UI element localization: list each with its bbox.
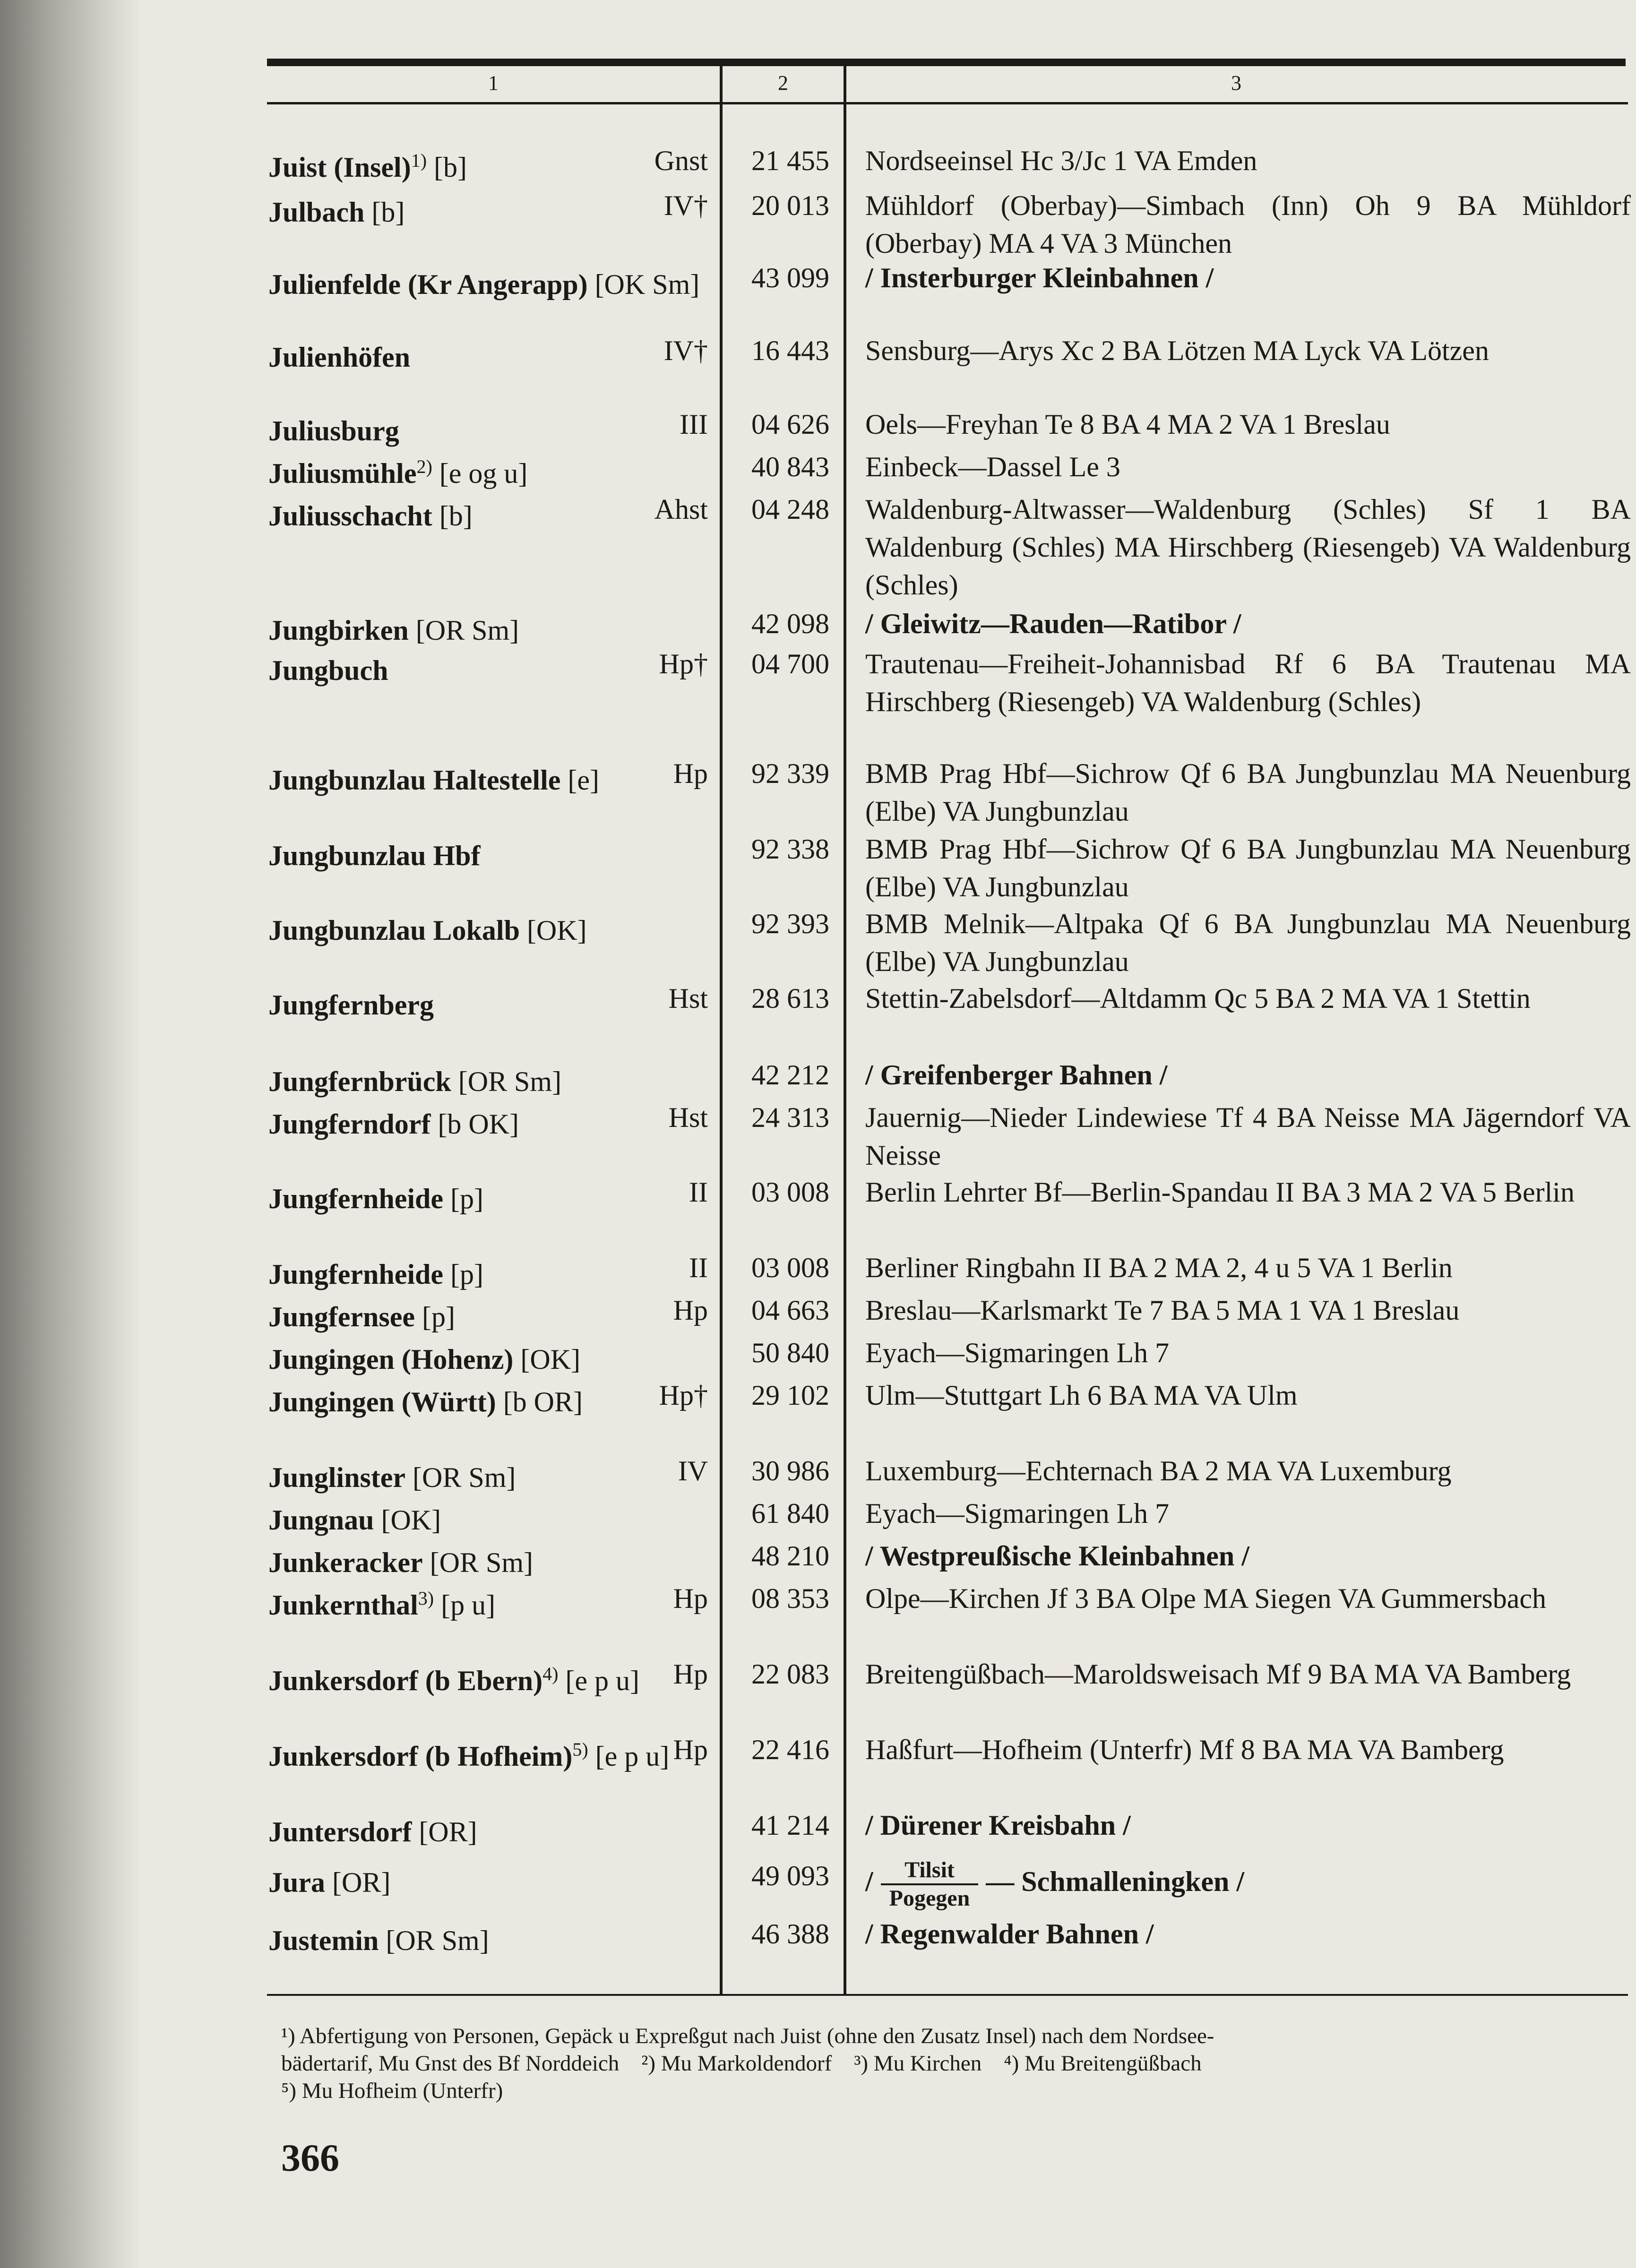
station-name: Junkersdorf (b Ebern) [268, 1665, 543, 1696]
station-number: 24 313 [751, 1102, 829, 1133]
station-name: Junglinster [268, 1462, 406, 1493]
station-number: 04 626 [751, 409, 829, 440]
station-name-cell [268, 1731, 713, 1775]
route-description: / Dürener Kreisbahn / [865, 1810, 1131, 1841]
station-number: 43 099 [751, 262, 829, 293]
route-description: Einbeck—Dassel Le 3 [865, 451, 1120, 482]
route-description: / Regenwalder Bahnen / [865, 1918, 1154, 1950]
station-name: Jungnau [268, 1504, 374, 1536]
station-category: Ahst [654, 494, 708, 525]
station-number: 22 416 [751, 1734, 829, 1765]
station-category: Hp [673, 1295, 708, 1326]
station-name: Juliusburg [268, 415, 399, 447]
route-description: Breslau—Karlsmarkt Te 7 BA 5 MA 1 VA 1 Breslau [865, 1295, 1460, 1326]
header-rule [267, 102, 1628, 104]
station-number: 92 338 [751, 833, 829, 865]
footnote-line: bädertarif, Mu Gnst des Bf Norddeich ²) Mu Markoldendorf ³) Mu Kirchen ⁴) Mu Breitengüßbach [281, 2051, 1202, 2076]
station-number: 61 840 [751, 1498, 829, 1529]
fraction-suffix: — Schmalleningken / [986, 1865, 1245, 1897]
station-name-cell [268, 1291, 713, 1336]
station-number: 40 843 [751, 451, 829, 482]
footnote-line: ⁵) Mu Hofheim (Unterfr) [281, 2079, 503, 2103]
route-description: Eyach—Sigmaringen Lh 7 [865, 1337, 1170, 1368]
route-description: / Westpreußische Kleinbahnen / [865, 1540, 1249, 1572]
station-number: 92 339 [751, 758, 829, 789]
route-description [865, 1857, 1631, 1912]
station-number: 30 986 [751, 1455, 829, 1486]
station-category: Hp [673, 758, 708, 789]
station-category: II [689, 1252, 708, 1283]
station-number: 22 083 [751, 1658, 829, 1690]
station-name: Julienhöfen [268, 342, 411, 373]
station-category: III [680, 409, 708, 440]
top-rule [267, 59, 1626, 66]
station-flags: [OR Sm] [408, 615, 519, 646]
station-flags: [OR Sm] [451, 1066, 562, 1097]
station-name-cell [268, 645, 713, 689]
station-number: 29 102 [751, 1380, 829, 1411]
route-description: Ulm—Stuttgart Lh 6 BA MA VA Ulm [865, 1380, 1298, 1411]
route-description: BMB Prag Hbf—Sichrow Qf 6 BA Jungbunzlau MA Neuenburg (Elbe) VA Jungbunzlau [865, 758, 1631, 827]
route-description: Eyach—Sigmaringen Lh 7 [865, 1498, 1170, 1529]
station-name-cell [268, 1099, 713, 1143]
station-flags: [e og u] [432, 458, 528, 489]
station-name-cell [268, 259, 713, 303]
station-flags: [p] [414, 1301, 455, 1332]
station-name-cell [268, 905, 713, 949]
footnote-marker: 1) [411, 150, 427, 171]
station-number: 42 098 [751, 608, 829, 639]
station-name-cell [268, 448, 713, 492]
footnotes [281, 2022, 1633, 2105]
route-description: Oels—Freyhan Te 8 BA 4 MA 2 VA 1 Breslau [865, 409, 1390, 440]
station-category: Hp† [659, 648, 708, 679]
station-flags: [e] [560, 765, 599, 796]
route-description: Trautenau—Freiheit-Johannisbad Rf 6 BA Trautenau MA Hirschberg (Riesengeb) VA Waldenburg (Schles) [865, 648, 1631, 717]
route-description: / Insterburger Kleinbahnen / [865, 262, 1214, 293]
station-name: Juliusmühle [268, 458, 417, 489]
route-description: Luxemburg—Echternach BA 2 MA VA Luxemburg [865, 1455, 1452, 1486]
station-category: Gnst [654, 145, 708, 176]
station-name: Junkeracker [268, 1547, 423, 1578]
station-flags: [b OK] [431, 1108, 519, 1140]
station-name-cell [268, 1376, 713, 1421]
station-name-cell [268, 332, 713, 376]
station-name-cell [268, 490, 713, 535]
station-name: Jungfernbrück [268, 1066, 451, 1097]
station-name-cell [268, 187, 713, 231]
station-number: 21 455 [751, 145, 829, 176]
column-header-3: 3 [1231, 71, 1241, 94]
route-description: BMB Melnik—Altpaka Qf 6 BA Jungbunzlau MA Neuenburg (Elbe) VA Jungbunzlau [865, 908, 1631, 977]
station-category: II [689, 1177, 708, 1208]
station-name: Junkernthal [268, 1589, 418, 1621]
station-number: 49 093 [751, 1860, 829, 1891]
station-category: IV [678, 1455, 708, 1486]
station-name: Jungbirken [268, 615, 409, 646]
station-name: Jungingen (Hohenz) [268, 1344, 514, 1375]
route-description: Nordseeinsel Hc 3/Jc 1 VA Emden [865, 145, 1257, 176]
station-name-cell [268, 405, 713, 450]
station-number: 48 210 [751, 1540, 829, 1572]
footnote-marker: 2) [416, 456, 432, 477]
station-name-cell [268, 979, 713, 1024]
station-flags: [e p u] [558, 1665, 639, 1696]
bottom-rule [267, 1994, 1628, 1996]
route-description: / Greifenberger Bahnen / [865, 1059, 1168, 1091]
station-number: 04 663 [751, 1295, 829, 1326]
station-name: Jungbunzlau Haltestelle [268, 765, 561, 796]
station-number: 03 008 [751, 1177, 829, 1208]
station-category: Hst [668, 1102, 708, 1133]
station-number: 42 212 [751, 1059, 829, 1091]
station-flags: [OK] [513, 1344, 581, 1375]
station-flags: [b] [364, 197, 405, 228]
station-category: Hp [673, 1734, 708, 1765]
station-name-cell [268, 1915, 713, 1959]
fraction-top: Tilsit [881, 1857, 979, 1885]
station-name: Jungingen (Württ) [268, 1386, 496, 1418]
station-number: 28 613 [751, 983, 829, 1014]
station-number: 20 013 [751, 190, 829, 221]
station-name: Julbach [268, 197, 365, 228]
column-divider-2 [844, 66, 846, 1994]
station-name: Jungfernberg [268, 989, 434, 1021]
station-name: Juntersdorf [268, 1816, 412, 1847]
station-name: Jungbunzlau Hbf [268, 840, 481, 871]
station-name: Jungfernheide [268, 1259, 444, 1290]
route-description: Haßfurt—Hofheim (Unterfr) Mf 8 BA MA VA Bamberg [865, 1734, 1504, 1765]
column-header-1: 1 [488, 71, 499, 94]
route-description: Sensburg—Arys Xc 2 BA Lötzen MA Lyck VA Lötzen [865, 335, 1489, 366]
route-description: Stettin-Zabelsdorf—Altdamm Qc 5 BA 2 MA VA 1 Stettin [865, 983, 1531, 1014]
station-number: 46 388 [751, 1918, 829, 1950]
station-flags: [p u] [434, 1589, 496, 1621]
station-name: Jungbunzlau Lokalb [268, 915, 520, 946]
footnote-marker: 3) [418, 1588, 434, 1609]
station-name-cell [268, 1495, 713, 1539]
page-number: 366 [281, 2136, 339, 2179]
station-name-cell [268, 605, 713, 649]
station-name: Jungfernheide [268, 1183, 444, 1214]
route-description: BMB Prag Hbf—Sichrow Qf 6 BA Jungbunzlau MA Neuenburg (Elbe) VA Jungbunzlau [865, 833, 1631, 902]
station-name: Julienfelde (Kr Angerapp) [268, 269, 588, 300]
station-flags: [OK] [519, 915, 587, 946]
station-category: Hp† [659, 1380, 708, 1411]
station-name-cell [268, 1655, 713, 1700]
station-name: Jungfernsee [268, 1301, 415, 1332]
station-name: Jungbuch [268, 655, 388, 686]
station-flags: [OR] [325, 1867, 391, 1898]
station-flags: [e p u] [588, 1741, 670, 1772]
route-description: Berlin Lehrter Bf—Berlin-Spandau II BA 3 MA 2 VA 5 Berlin [865, 1177, 1575, 1208]
station-name-cell [268, 1249, 713, 1293]
station-category: Hst [668, 983, 708, 1014]
station-name: Juist (Insel) [268, 152, 411, 183]
station-name-cell [268, 1452, 713, 1496]
route-description: / Gleiwitz—Rauden—Ratibor / [865, 608, 1241, 639]
route-description: Jauernig—Nieder Lindewiese Tf 4 BA Neisse MA Jägerndorf VA Neisse [865, 1102, 1631, 1171]
station-flags: [OK Sm] [587, 269, 700, 300]
station-name: Juliusschacht [268, 500, 432, 532]
station-number: 50 840 [751, 1337, 829, 1368]
station-name-cell [268, 1580, 713, 1624]
station-name-cell [268, 830, 713, 875]
route-description: Waldenburg-Altwasser—Waldenburg (Schles) Sf 1 BA Waldenburg (Schles) MA Hirschberg (Riesengeb) VA Waldenburg (Schles) [865, 494, 1631, 601]
station-name-cell [268, 1537, 713, 1581]
station-name-cell [268, 1173, 713, 1218]
route-description: Breitengüßbach—Maroldsweisach Mf 9 BA MA VA Bamberg [865, 1658, 1571, 1690]
station-number: 92 393 [751, 908, 829, 939]
route-description: Olpe—Kirchen Jf 3 BA Olpe MA Siegen VA Gummersbach [865, 1583, 1546, 1614]
station-flags: [OR Sm] [405, 1462, 516, 1493]
station-flags: [p] [443, 1183, 483, 1214]
route-fraction [881, 1857, 979, 1912]
station-number: 03 008 [751, 1252, 829, 1283]
fraction-bottom: Pogegen [889, 1886, 970, 1911]
station-flags: [OR Sm] [379, 1925, 489, 1956]
station-flags: [OK] [374, 1504, 441, 1536]
station-name-cell [268, 142, 713, 186]
station-name: Jura [268, 1867, 325, 1898]
station-category: IV† [663, 335, 708, 366]
station-flags: [OR Sm] [422, 1547, 533, 1578]
route-description: Berliner Ringbahn II BA 2 MA 2, 4 u 5 VA 1 Berlin [865, 1252, 1453, 1283]
station-flags: [p] [443, 1259, 483, 1290]
station-name: Jungferndorf [268, 1108, 431, 1140]
station-name: Justemin [268, 1925, 379, 1956]
station-number: 41 214 [751, 1810, 829, 1841]
fraction-prefix: / [865, 1865, 873, 1897]
station-name: Junkersdorf (b Hofheim) [268, 1741, 573, 1772]
route-description: Mühldorf (Oberbay)—Simbach (Inn) Oh 9 BA Mühldorf (Oberbay) MA 4 VA 3 München [865, 190, 1631, 259]
column-header-2: 2 [778, 71, 788, 94]
station-category: Hp [673, 1658, 708, 1690]
station-number: 04 700 [751, 648, 829, 679]
station-flags: [b OR] [496, 1386, 583, 1418]
station-name-cell [268, 1334, 713, 1378]
station-number: 16 443 [751, 335, 829, 366]
station-name-cell [268, 1857, 713, 1901]
footnote-marker: 4) [542, 1663, 559, 1684]
station-flags: [OR] [412, 1816, 477, 1847]
station-number: 08 353 [751, 1583, 829, 1614]
station-name-cell [268, 1056, 713, 1100]
station-name-cell [268, 1806, 713, 1851]
station-flags: [b] [432, 500, 473, 532]
station-category: Hp [673, 1583, 708, 1614]
footnote-marker: 5) [572, 1739, 588, 1760]
footnote-line: ¹) Abfertigung von Personen, Gepäck u Expreßgut nach Juist (ohne den Zusatz Insel) nach dem Nordsee- [281, 2024, 1214, 2048]
station-number: 04 248 [751, 494, 829, 525]
station-name-cell [268, 755, 713, 799]
station-category: IV† [663, 190, 708, 221]
station-flags: [b] [427, 152, 467, 183]
